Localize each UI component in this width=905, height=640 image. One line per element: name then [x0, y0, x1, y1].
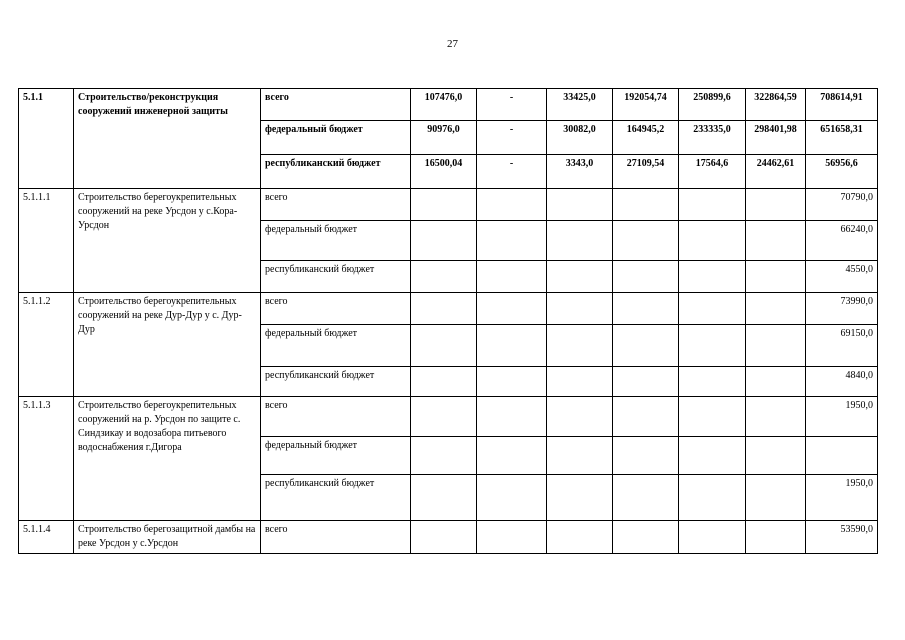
value-cell: 69150,0	[806, 325, 878, 367]
value-cell	[547, 367, 613, 397]
funding-source-label: республиканский бюджет	[261, 261, 411, 293]
value-cell	[679, 397, 746, 437]
value-cell	[679, 367, 746, 397]
row-code: 5.1.1.1	[19, 189, 74, 293]
value-cell	[679, 261, 746, 293]
value-cell	[746, 261, 806, 293]
value-cell	[746, 221, 806, 261]
value-cell	[613, 397, 679, 437]
value-cell: 30082,0	[547, 121, 613, 155]
value-cell	[477, 261, 547, 293]
value-cell	[746, 367, 806, 397]
funding-source-label: всего	[261, 521, 411, 554]
value-cell: 27109,54	[613, 155, 679, 189]
value-cell: 33425,0	[547, 89, 613, 121]
value-cell: 24462,61	[746, 155, 806, 189]
value-cell	[477, 189, 547, 221]
value-cell: 1950,0	[806, 475, 878, 521]
funding-source-label: республиканский бюджет	[261, 367, 411, 397]
value-cell	[477, 437, 547, 475]
value-cell	[746, 293, 806, 325]
value-cell: 298401,98	[746, 121, 806, 155]
value-cell	[679, 221, 746, 261]
value-cell	[477, 325, 547, 367]
value-cell: -	[477, 155, 547, 189]
value-cell	[477, 521, 547, 554]
value-cell	[411, 437, 477, 475]
funding-source-label: всего	[261, 189, 411, 221]
value-cell: 164945,2	[613, 121, 679, 155]
value-cell	[411, 293, 477, 325]
value-cell	[411, 189, 477, 221]
value-cell: 1950,0	[806, 397, 878, 437]
value-cell	[547, 397, 613, 437]
value-cell	[477, 293, 547, 325]
value-cell	[613, 189, 679, 221]
value-cell	[746, 397, 806, 437]
value-cell	[679, 475, 746, 521]
row-code: 5.1.1.2	[19, 293, 74, 397]
value-cell	[613, 221, 679, 261]
value-cell	[477, 367, 547, 397]
value-cell	[613, 261, 679, 293]
budget-table	[18, 88, 878, 554]
value-cell: 651658,31	[806, 121, 878, 155]
value-cell: 250899,6	[679, 89, 746, 121]
value-cell	[679, 325, 746, 367]
value-cell: 70790,0	[806, 189, 878, 221]
row-code: 5.1.1.3	[19, 397, 74, 521]
value-cell	[746, 437, 806, 475]
funding-source-label: всего	[261, 89, 411, 121]
value-cell	[613, 437, 679, 475]
value-cell: -	[477, 121, 547, 155]
row-name: Строительство берегозащитной дамбы на реке Урсдон у с.Урсдон	[74, 521, 261, 554]
value-cell	[679, 293, 746, 325]
table-row	[19, 189, 878, 221]
value-cell	[806, 437, 878, 475]
value-cell	[613, 521, 679, 554]
table-row	[19, 293, 878, 325]
table-row	[19, 89, 878, 121]
value-cell	[411, 397, 477, 437]
funding-source-label: федеральный бюджет	[261, 437, 411, 475]
value-cell: 73990,0	[806, 293, 878, 325]
value-cell: -	[477, 89, 547, 121]
funding-source-label: республиканский бюджет	[261, 155, 411, 189]
value-cell	[411, 475, 477, 521]
value-cell	[746, 475, 806, 521]
funding-source-label: всего	[261, 397, 411, 437]
value-cell: 708614,91	[806, 89, 878, 121]
value-cell	[477, 397, 547, 437]
value-cell	[746, 189, 806, 221]
value-cell	[477, 475, 547, 521]
value-cell	[746, 521, 806, 554]
funding-source-label: федеральный бюджет	[261, 221, 411, 261]
value-cell	[746, 325, 806, 367]
row-name: Строительство берегоукрепительных сооружений на реке Урсдон у с.Кора-Урсдон	[74, 189, 261, 293]
value-cell: 56956,6	[806, 155, 878, 189]
value-cell	[411, 367, 477, 397]
funding-source-label: федеральный бюджет	[261, 325, 411, 367]
funding-source-label: федеральный бюджет	[261, 121, 411, 155]
row-name: Строительство/реконструкция сооружений инженерной защиты	[74, 89, 261, 189]
value-cell	[613, 475, 679, 521]
row-code: 5.1.1.4	[19, 521, 74, 554]
page-number: 27	[447, 38, 458, 50]
value-cell: 3343,0	[547, 155, 613, 189]
value-cell	[547, 475, 613, 521]
value-cell	[547, 293, 613, 325]
value-cell	[679, 521, 746, 554]
value-cell	[547, 221, 613, 261]
value-cell: 17564,6	[679, 155, 746, 189]
value-cell: 233335,0	[679, 121, 746, 155]
table-row	[19, 521, 878, 554]
value-cell	[477, 221, 547, 261]
table-row	[19, 397, 878, 437]
value-cell: 4550,0	[806, 261, 878, 293]
value-cell	[679, 437, 746, 475]
value-cell	[613, 325, 679, 367]
row-name: Строительство берегоукрепительных сооружений на р. Урсдон по защите с. Синдзикау и водозабора питьевого водоснабжения г.Дигора	[74, 397, 261, 521]
value-cell: 53590,0	[806, 521, 878, 554]
value-cell	[547, 261, 613, 293]
value-cell: 192054,74	[613, 89, 679, 121]
value-cell: 4840,0	[806, 367, 878, 397]
row-code: 5.1.1	[19, 89, 74, 189]
value-cell	[411, 521, 477, 554]
value-cell	[547, 521, 613, 554]
value-cell	[547, 325, 613, 367]
value-cell: 322864,59	[746, 89, 806, 121]
value-cell: 66240,0	[806, 221, 878, 261]
value-cell	[547, 189, 613, 221]
value-cell	[411, 325, 477, 367]
value-cell	[411, 221, 477, 261]
table-body	[19, 89, 878, 554]
value-cell	[613, 293, 679, 325]
value-cell	[613, 367, 679, 397]
value-cell	[411, 261, 477, 293]
row-name: Строительство берегоукрепительных сооружений на реке Дур-Дур у с. Дур-Дур	[74, 293, 261, 397]
funding-source-label: республиканский бюджет	[261, 475, 411, 521]
value-cell: 90976,0	[411, 121, 477, 155]
value-cell: 16500,04	[411, 155, 477, 189]
value-cell: 107476,0	[411, 89, 477, 121]
value-cell	[679, 189, 746, 221]
value-cell	[547, 437, 613, 475]
funding-source-label: всего	[261, 293, 411, 325]
